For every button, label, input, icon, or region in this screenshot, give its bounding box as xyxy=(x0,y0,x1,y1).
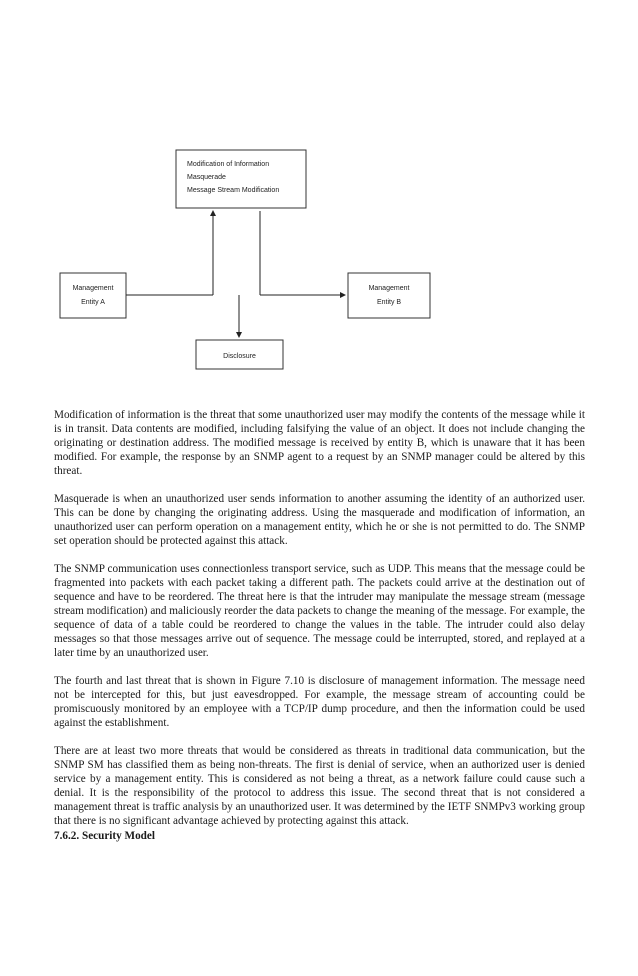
paragraph-non-threats: There are at least two more threats that would be considered as threats in traditional data communication, but the SNMP SM has classified them as being non-threats. The first is denial of service, when an authorized user is denied service by a management entity. This is considered as not being a threat, as a network failure could cause such a denial. It is the responsibility of the protocol to address this issue. The second threat that is not considered a management threat is traffic analysis by an unauthorized user. It was determined by the IETF SNMPv3 working group that there is no significant advantage achieved by protecting against this attack. xyxy=(54,745,585,827)
entity-b-box xyxy=(348,273,430,318)
body-text xyxy=(54,408,585,842)
disclosure-label: Disclosure xyxy=(223,353,256,360)
section-heading: 7.6.2. Security Model xyxy=(54,830,155,842)
entity-b-line1: Management xyxy=(368,285,410,292)
threat-label-stream-modification: Message Stream Modification xyxy=(187,187,280,194)
entity-b-line2: Entity B xyxy=(376,299,402,306)
threat-diagram xyxy=(0,0,638,400)
threat-label-masquerade: Masquerade xyxy=(187,174,226,181)
entity-a-line1: Management xyxy=(72,285,114,292)
entity-a-line2: Entity A xyxy=(81,299,105,306)
paragraph-disclosure: The fourth and last threat that is shown in Figure 7.10 is disclosure of management information. The message need not be intercepted for this, but just eavesdropped. For example, the message stream of accounting could be promiscuously monitored by an employee with a TCP/IP dump procedure, and then the information could be used against the establishment. xyxy=(54,675,585,729)
threat-label-modification: Modification of Information xyxy=(187,161,270,168)
entity-a-box xyxy=(60,273,126,318)
paragraph-masquerade: Masquerade is when an unauthorized user sends information to another assuming the identity of an authorized user. This can be done by changing the originating address. Using the masquerade and modification of information, an unauthorized user can perform operation on a management entity, which he or she is not permitted to do. The SNMP set operation should be protected against this attack. xyxy=(54,493,585,547)
paragraph-modification: Modification of information is the threat that some unauthorized user may modify the contents of the message while it is in transit. Data contents are modified, including falsifying the value of an object. It does not include changing the originating or destination address. The modified message is received by entity B, which is unaware that it has been modified. For example, the response by an SNMP agent to a request by an SNMP manager could be altered by this threat. xyxy=(54,409,585,477)
paragraph-stream-modification: The SNMP communication uses connectionless transport service, such as UDP. This means that the message could be fragmented into packets with each packet taking a different path. The packets could arrive at the destination out of sequence and have to be reordered. The threat here is that the intruder may manipulate the message stream (message stream modification) and maliciously reorder the data packets to change the meaning of the message. For example, the sequence of data of a table could be reordered to change the values in the table. The intruder could also delay messages so that those messages arrive out of sequence. The message could be interrupted, stored, and replayed at a later time by an unauthorized user. xyxy=(54,563,585,659)
